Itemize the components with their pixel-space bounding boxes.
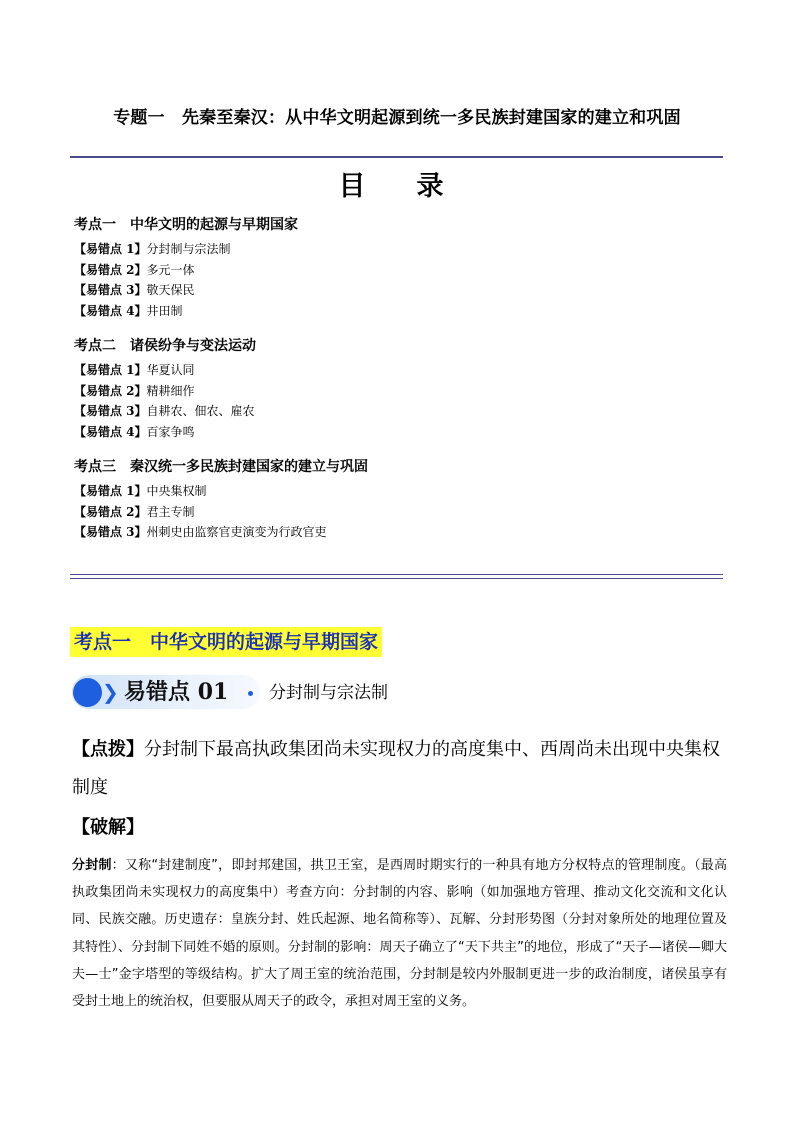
toc-item-tag: 【易错点 3】: [74, 404, 147, 418]
solution-heading: 【破解】: [72, 817, 144, 838]
toc-section-heading[interactable]: 考点一 中华文明的起源与早期国家: [74, 217, 298, 233]
toc-item[interactable]: [74, 280, 724, 301]
body-lead: 分封制: [72, 858, 112, 873]
toc-section-3: [74, 457, 724, 543]
section-title: 考点一 中华文明的起源与早期国家: [70, 627, 382, 657]
toc-item-tag: 【易错点 4】: [74, 303, 147, 318]
toc-item[interactable]: [74, 239, 724, 260]
toc-item-tag: 【易错点 2】: [74, 262, 147, 277]
body-text: ：又称“封建制度”，即封邦建国，拱卫王室，是西周时期实行的一种具有地方分权特点的管理制度。（最高执政集团尚未实现权力的高度集中）考查方向：分封制的内容、影响（如加强地方管理、推动文化交流和文化认同、民族交融。历史遗存：皇族分封、姓氏起源、地名简称等）、瓦解、分封形势图（分封对象所处的地理位置及其特性）、分封制下同姓不婚的原则。分封制的影响：周天子确立了“天下共主”的地位，形成了“天子—诸侯—卿大夫—士”金字塔型的等级结构。扩大了周王室的统治范围，分封制是较内外服制更进一步的政治制度，诸侯虽享有受封土地上的统治权，但要服从周天子的政令，承担对周王室的义务。: [72, 858, 727, 1010]
banner-topic: 分封制与宗法制: [269, 683, 388, 703]
toc-item[interactable]: [74, 360, 724, 381]
toc-item-label: 自耕农、佃农、雇农: [146, 404, 255, 418]
table-of-contents: [74, 212, 724, 543]
banner-number: 01: [197, 679, 229, 705]
toc-item-label: 精耕细作: [146, 383, 195, 398]
toc-section-1: [74, 215, 724, 321]
toc-item-label: 君主专制: [146, 504, 195, 519]
header-divider: [70, 156, 723, 158]
tip-paragraph: [72, 731, 727, 807]
document-header-title: 专题一 先秦至秦汉：从中华文明起源到统一多民族封建国家的建立和巩固: [113, 108, 681, 128]
toc-section-2: [74, 336, 724, 442]
toc-section-heading[interactable]: 考点三 秦汉统一多民族封建国家的建立与巩固: [74, 459, 368, 475]
toc-item-tag: 【易错点 4】: [74, 424, 147, 439]
toc-item-tag: 【易错点 1】: [74, 484, 147, 498]
toc-item[interactable]: [74, 522, 724, 543]
toc-item-tag: 【易错点 1】: [74, 242, 147, 256]
toc-item[interactable]: [74, 260, 724, 281]
toc-item-tag: 【易错点 1】: [74, 363, 147, 377]
toc-item-label: 敬天保民: [146, 283, 195, 297]
toc-item-label: 多元一体: [146, 262, 195, 277]
tip-text: 分封制下最高执政集团尚未实现权力的高度集中、西周尚未出现中央集权制度: [72, 739, 720, 798]
toc-item-label: 州刺史由监察官吏演变为行政官吏: [146, 525, 327, 539]
toc-item[interactable]: [74, 381, 724, 402]
toc-item-label: 华夏认同: [146, 363, 195, 377]
toc-item-tag: 【易错点 2】: [74, 383, 147, 398]
error-point-banner: [72, 675, 492, 711]
toc-section-heading[interactable]: 考点二 诸侯纷争与变法运动: [74, 338, 256, 354]
toc-item-label: 中央集权制: [146, 484, 207, 498]
toc-item-tag: 【易错点 2】: [74, 504, 147, 519]
dot-icon: [248, 691, 253, 696]
toc-item[interactable]: [74, 481, 724, 502]
banner-label: [124, 678, 228, 707]
toc-item-label: 百家争鸣: [146, 424, 195, 439]
toc-item[interactable]: [74, 422, 724, 443]
toc-item-tag: 【易错点 3】: [74, 525, 147, 539]
circle-icon: [73, 678, 102, 707]
toc-item-label: 分封制与宗法制: [146, 242, 231, 256]
body-paragraph: [72, 852, 727, 1015]
toc-item[interactable]: [74, 502, 724, 523]
toc-item[interactable]: [74, 301, 724, 322]
toc-item[interactable]: [74, 401, 724, 422]
toc-divider: [70, 574, 723, 579]
banner-label-text: 易错点: [124, 680, 191, 705]
toc-item-tag: 【易错点 3】: [74, 283, 147, 297]
tip-tag: 【点拨】: [72, 739, 144, 760]
toc-item-label: 井田制: [146, 303, 183, 318]
chevron-right-icon: ❯: [102, 680, 119, 704]
toc-title: 目 录: [338, 171, 456, 202]
